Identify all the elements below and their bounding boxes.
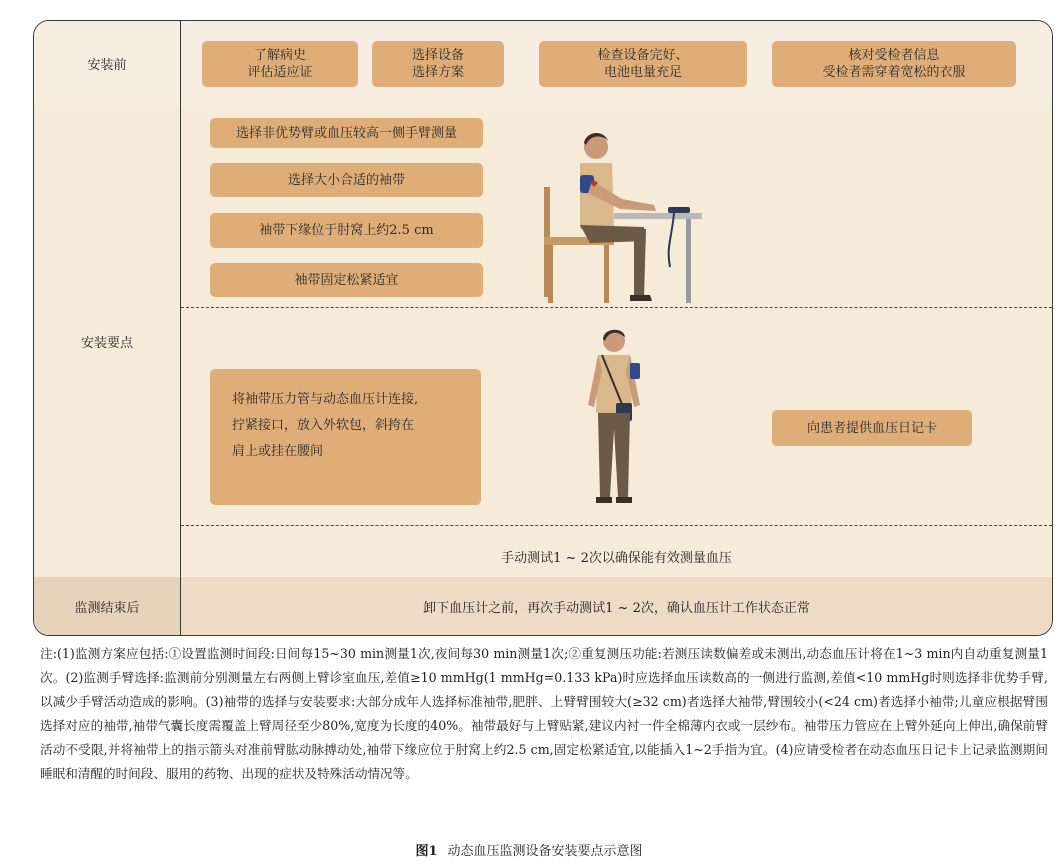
row-label-before: 安装前 (34, 21, 181, 105)
point-box-arm: 选择非优势臂或血压较高一侧手臂测量 (210, 118, 483, 148)
point-box-cuff-tightness: 袖带固定松紧适宜 (210, 263, 483, 297)
point-box-cuff-size: 选择大小合适的袖带 (210, 163, 483, 197)
row-after-monitoring (34, 577, 1052, 635)
row-installation-points (34, 105, 1052, 578)
step-box-history: 了解病史 评估适应证 (202, 41, 358, 87)
after-monitoring-text: 卸下血压计之前，再次手动测试1 ~ 2次，确认血压计工作状态正常 (423, 601, 810, 616)
figure-note: 注:(1)监测方案应包括:①设置监测时间段:日间每15~30 min测量1次,夜间每30 min测量1次;②重复测压功能:若测压读数偏差或未测出,动态血压计将在1~3 min内自动重复测量1次。(2)监测手臂选择:监测前分别测量左右两侧上臂诊室血压,差值≥10 mmHg(1 mmHg=0.133 kPa)时应选择血压读数高的一侧进行监测,差值<10 mmHg时则选择非优势手臂,以减少手臂活动造成的影响。(3)袖带的选择与安装要求:大部分成年人选择标准袖带,肥胖、上臂臂围较大(≥32 cm)者选择大袖带,臂围较小(<24 cm)者选择小袖带;儿童应根据臂围选择对应的袖带,袖带气囊长度需覆盖上臂周径至少80%,宽度为长度的40%。袖带最好与上臂贴紧,建议内衬一件全棉薄内衣或一层纱布。袖带压力管应在上臂外延向上伸出,确保前臂活动不受限,并将袖带上的指示箭头对准前臂肱动脉搏动处,袖带下缘应位于肘窝上约2.5 cm,固定松紧适宜,以能插入1~2手指为宜。(4)应请受检者在动态血压日记卡上记录监测期间睡眠和清醒的时间段、服用的药物、出现的症状及特殊活动情况等。 (40, 646, 1048, 781)
divider-dashed-1 (181, 307, 1052, 308)
standing-person-with-monitor-icon (574, 317, 654, 517)
row-before-installation (34, 21, 1052, 106)
figure-caption (0, 840, 1058, 859)
point-box-connection: 将袖带压力管与动态血压计连接, 拧紧接口，放入外软包，斜挎在 肩上或挂在腰间 (210, 369, 481, 505)
caption-title: 动态血压监测设备安装要点示意图 (447, 844, 643, 859)
seated-person-at-desk-icon (534, 117, 704, 317)
step-box-check: 检查设备完好、 电池电量充足 (539, 41, 747, 87)
point-box-cuff-position: 袖带下缘位于肘窝上约2.5 cm (210, 213, 483, 248)
divider-dashed-2 (181, 525, 1052, 526)
caption-number: 图1 (415, 844, 438, 859)
diary-card-box: 向患者提供血压日记卡 (772, 410, 972, 446)
row-label-points: 安装要点 (34, 105, 181, 577)
row-label-after: 监测结束后 (34, 577, 181, 635)
diagram-frame (33, 20, 1053, 636)
step-box-patient-info: 核对受检者信息 受检者需穿着宽松的衣服 (772, 41, 1016, 87)
manual-test-text: 手动测试1 ~ 2次以确保能有效测量血压 (501, 551, 732, 566)
step-box-device: 选择设备 选择方案 (372, 41, 504, 87)
